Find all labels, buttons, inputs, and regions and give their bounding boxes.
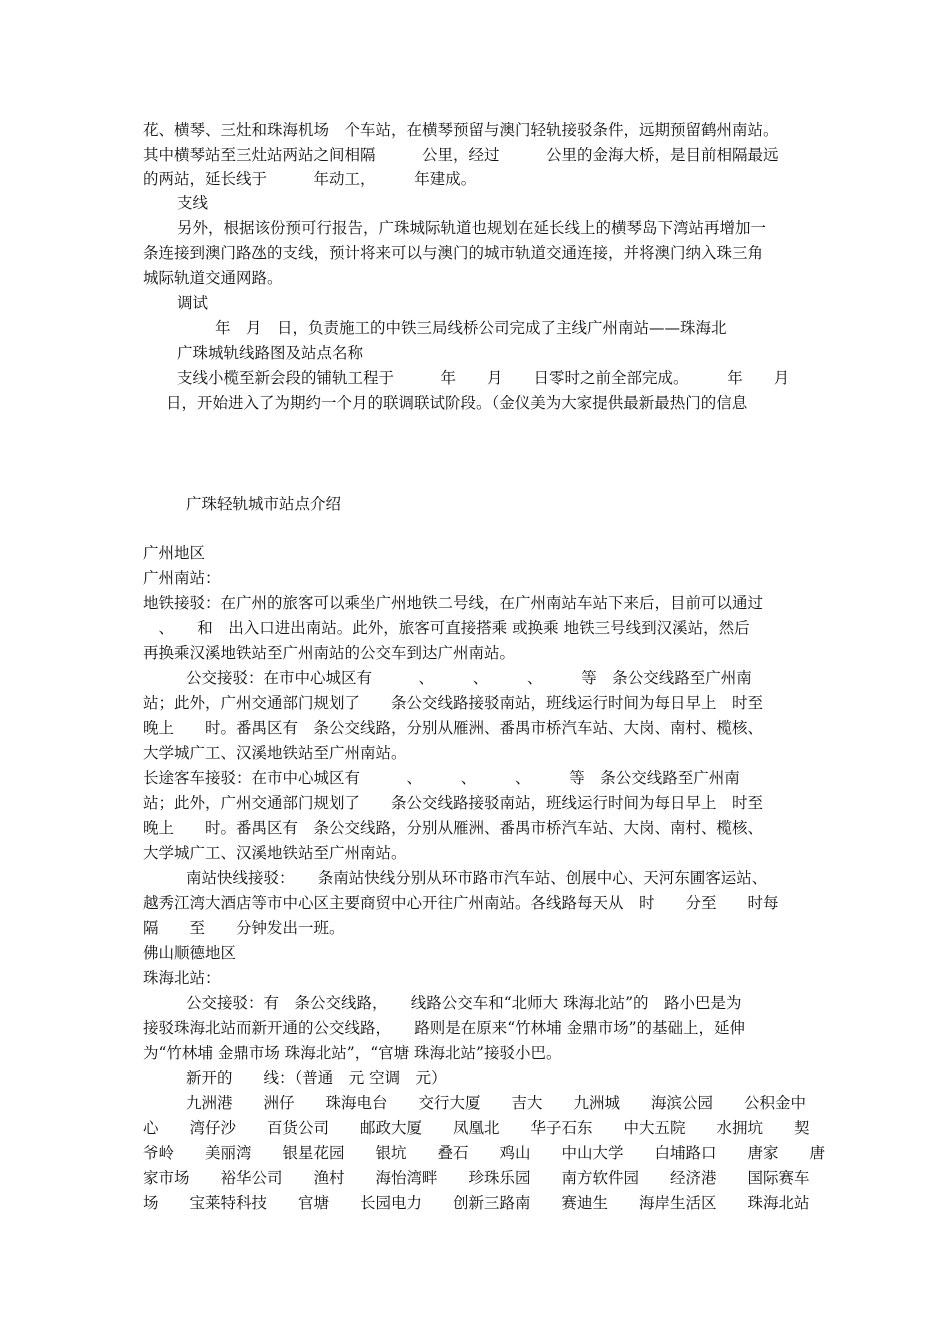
bus-transfer-line: 公交接驳：在市中心城区有 、 、 、 等 条公交线路至广州南 — [186, 669, 752, 687]
metro-transfer-line: 再换乘汉溪地铁站至广州南站的公交车到达广州南站。 — [143, 644, 516, 662]
region-heading-foshan: 佛山顺德地区 — [143, 944, 237, 962]
coach-transfer-line: 长途客车接驳：在市中心城区有 、 、 、 等 条公交线路至广州南 — [143, 769, 740, 787]
express-transfer-line: 越秀江湾大酒店等市中心区主要商贸中心开往广州南站。各线路每天从 时 分至 时每 — [143, 894, 779, 912]
paragraph-line: 条连接到澳门路氹的支线，预计将来可以与澳门的城市轨道交通连接，并将澳门纳入珠三角 — [143, 244, 764, 262]
paragraph-line: 日，开始进入了为期约一个月的联调联试阶段。（金仪美为大家提供最新最热门的信息 — [166, 394, 748, 412]
paragraph-line: 其中横琴站至三灶站两站之间相隔 公里，经过 公里的金海大桥，是目前相隔最远 — [143, 146, 779, 164]
bus-transfer-line: 公交接驳：有 条公交线路， 线路公交车和“北师大 珠海北站”的 路小巴是为 — [186, 994, 742, 1012]
bus-transfer-line: 站；此外，广州交通部门规划了 条公交线路接驳南站，班线运行时间为每日早上 时至 — [143, 694, 764, 712]
region-heading-guangzhou: 广州地区 — [143, 544, 206, 562]
stops-line: 家市场 裕华公司 渔村 海怡湾畔 珍珠乐园 南方软件园 经济港 国际赛车 — [143, 1169, 810, 1187]
coach-transfer-line: 站；此外，广州交通部门规划了 条公交线路接驳南站，班线运行时间为每日早上 时至 — [143, 794, 764, 812]
paragraph-line: 花、横琴、三灶和珠海机场 个车站，在横琴预留与澳门轻轨接驳条件，远期预留鹤州南站。 — [143, 121, 779, 139]
section-heading-debug: 调试 — [177, 294, 209, 312]
intro-title: 广珠轻轨城市站点介绍 — [186, 495, 342, 513]
bus-transfer-line: 大学城广工、汉溪地铁站至广州南站。 — [143, 744, 407, 762]
metro-transfer-line: 地铁接驳：在广州的旅客可以乘坐广州地铁二号线，在广州南站车站下来后，目前可以通过 — [143, 594, 764, 612]
bus-transfer-line: 接驳珠海北站而新开通的公交线路， 路则是在原来“竹林埔 金鼎市场”的基础上，延伸 — [143, 1019, 746, 1037]
paragraph-line: 另外，根据该份预可行报告，广珠城际轨道也规划在延长线上的横琴岛下湾站再增加一 — [177, 219, 767, 237]
figure-caption: 广珠城轨线路图及站点名称 — [177, 344, 364, 362]
section-heading-branch: 支线 — [177, 194, 209, 212]
stops-line: 心 湾仔沙 百货公司 邮政大厦 凤凰北 华子石东 中大五院 水拥坑 契 — [143, 1119, 810, 1137]
coach-transfer-line: 大学城广工、汉溪地铁站至广州南站。 — [143, 844, 407, 862]
stops-line: 爷岭 美丽湾 银星花园 银坑 叠石 鸡山 中山大学 白埔路口 唐家 唐 — [143, 1144, 826, 1162]
new-line-fare: 新开的 线：（普通 元 空调 元） — [186, 1069, 447, 1087]
paragraph-line: 城际轨道交通网路。 — [143, 269, 283, 287]
station-name-zhuhai-north: 珠海北站： — [143, 969, 221, 987]
bus-transfer-line: 为“竹林埔 金鼎市场 珠海北站”，“官塘 珠海北站”接驳小巴。 — [143, 1044, 562, 1062]
express-transfer-line: 隔 至 分钟发出一班。 — [143, 919, 345, 937]
paragraph-line: 支线小榄至新会段的铺轨工程于 年 月 日零时之前全部完成。 年 月 — [177, 369, 790, 387]
paragraph-line: 年 月 日，负责施工的中铁三局线桥公司完成了主线广州南站——珠海北 — [215, 319, 727, 337]
station-name-guangzhou-south: 广州南站： — [143, 569, 221, 587]
metro-transfer-line: 、 和 出入口进出南站。此外，旅客可直接搭乘 或换乘 地铁三号线到汉溪站，然后 — [143, 619, 750, 637]
express-transfer-line: 南站快线接驳： 条南站快线分别从环市路市汽车站、创展中心、天河东圃客运站、 — [186, 869, 768, 887]
paragraph-line: 的两站，延长线于 年动工， 年建成。 — [143, 170, 477, 188]
stops-line: 场 宝莱特科技 官塘 长园电力 创新三路南 赛迪生 海岸生活区 珠海北站 — [143, 1194, 810, 1212]
stops-line: 九洲港 洲仔 珠海电台 交行大厦 吉大 九洲城 海滨公园 公积金中 — [186, 1094, 807, 1112]
bus-transfer-line: 晚上 时。番禺区有 条公交线路，分别从雁洲、番禺市桥汽车站、大岗、南村、榄核、 — [143, 719, 764, 737]
coach-transfer-line: 晚上 时。番禺区有 条公交线路，分别从雁洲、番禺市桥汽车站、大岗、南村、榄核、 — [143, 819, 764, 837]
